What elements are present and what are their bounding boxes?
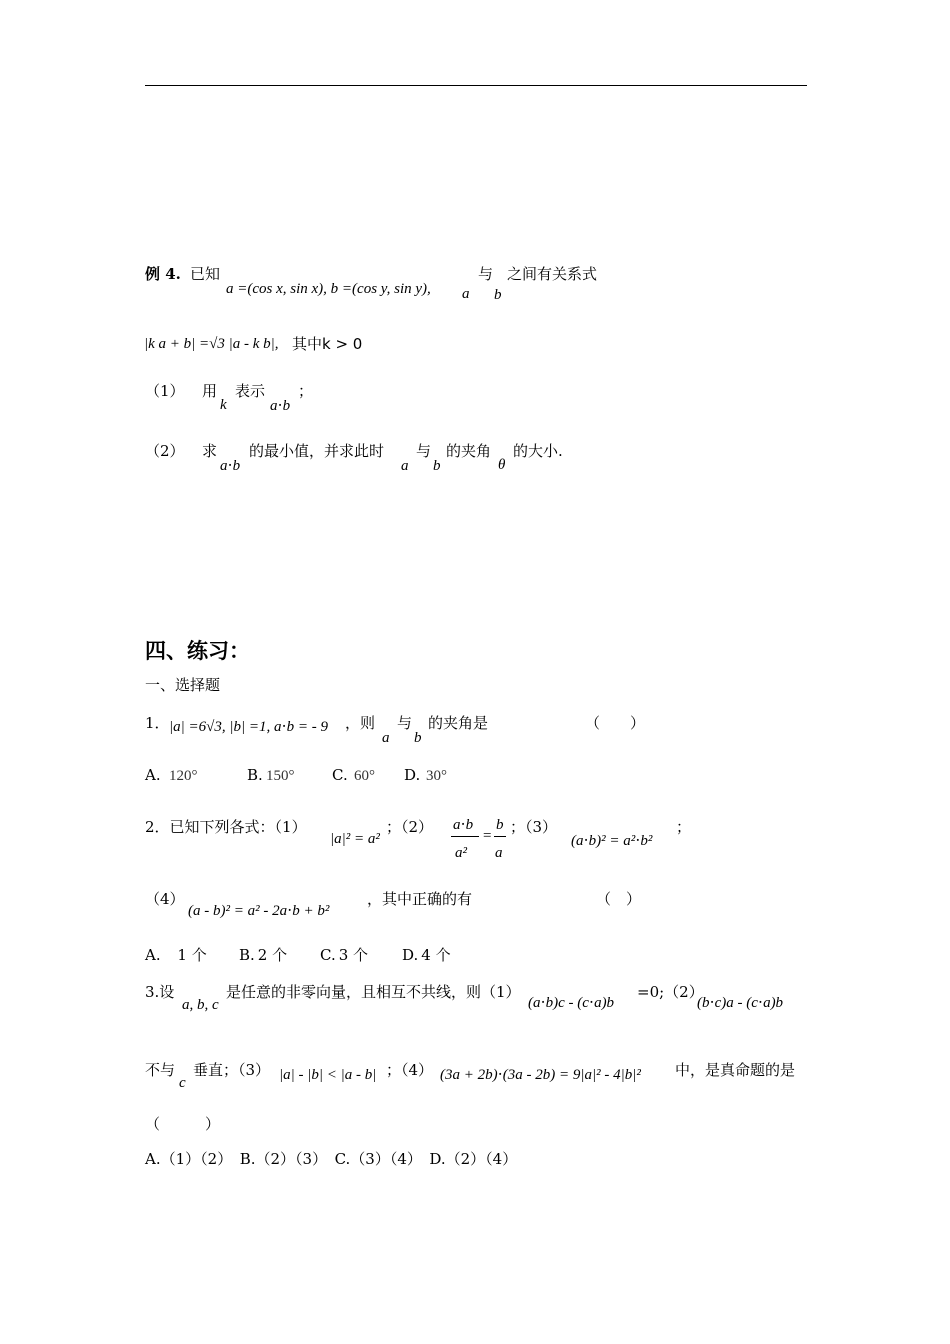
p1-then: ，则	[345, 714, 376, 732]
p2-f2-rden: a	[495, 845, 503, 861]
q2-text4: 的大小.	[513, 442, 563, 460]
q2-theta: θ	[498, 457, 506, 473]
p2-option-a-value: 1 个	[177, 946, 207, 964]
p3-formula1: (a⋅b)c - (c⋅a)b	[528, 995, 615, 1011]
p2-option-c	[320, 948, 368, 963]
example-label-dot: .	[175, 265, 181, 283]
example-label	[145, 267, 181, 282]
p3-vars: a, b, c	[182, 997, 219, 1013]
p3-eq0: =0;（2）	[637, 983, 704, 1001]
p1-option-a-value: 120°	[169, 768, 198, 784]
p3-c: c	[179, 1075, 186, 1091]
q2-number: （2）	[145, 442, 185, 460]
p2-formula3: (a⋅b)² = a²⋅b²	[571, 833, 653, 849]
p2-f2-equals: =	[483, 828, 492, 844]
subsection-title: 一、选择题	[145, 676, 221, 694]
example-relation: |k a + b| =√3 |a - k b|,	[144, 336, 279, 352]
p1-answer-paren: （ ）	[585, 714, 646, 732]
p3-number: 3.设	[145, 983, 175, 1001]
example-condition: 其中k > 0	[292, 335, 363, 353]
q1-text2: 表示	[235, 382, 266, 400]
p2-sep3: ；	[676, 818, 692, 836]
example-yu: 与	[478, 265, 494, 283]
p2-formula1: |a|² = a²	[330, 831, 380, 847]
p3-formula4: (3a + 2b)⋅(3a - 2b) = 9|a|² - 4|b|²	[440, 1067, 641, 1083]
p1-option-b-value: 150°	[266, 768, 295, 784]
p2-num4: （4）	[145, 890, 185, 908]
p2-option-c-label: C.	[320, 946, 336, 964]
example-known: 已知	[190, 265, 221, 283]
q1-expr: a⋅b	[270, 398, 291, 414]
q2-expr: a⋅b	[220, 458, 241, 474]
q1-end: ；	[298, 382, 314, 400]
q1-number: （1）	[145, 382, 185, 400]
p1-option-c-value: 60°	[354, 768, 375, 784]
p1-condition: |a| =6√3, |b| =1, a⋅b = - 9	[169, 719, 328, 735]
p1-a: a	[382, 730, 390, 746]
q1-text1: 用	[202, 382, 218, 400]
p2-f2-rnum: b	[496, 817, 504, 833]
section-title: 四、练习：	[145, 638, 250, 663]
p2-option-d	[402, 948, 451, 963]
p1-option-d-value: 30°	[426, 768, 447, 784]
p1-yu: 与	[397, 714, 413, 732]
p2-formula4: (a - b)² = a² - 2a⋅b + b²	[188, 903, 330, 919]
q1-k: k	[220, 397, 227, 413]
q2-yu: 与	[416, 442, 432, 460]
p3-text3: 垂直；（3）	[193, 1061, 271, 1079]
p1-option-b-label: B.	[247, 766, 263, 784]
example-b-sym: b	[494, 287, 502, 303]
p2-option-a-label: A.	[145, 946, 161, 964]
q2-text1: 求	[202, 442, 218, 460]
p2-option-b-label: B.	[239, 946, 255, 964]
p2-sep2: ；（3）	[510, 818, 558, 836]
p2-number: 2．已知下列各式：（1）	[145, 818, 307, 836]
p2-option-b	[239, 948, 287, 963]
p1-option-c-label: C.	[332, 766, 348, 784]
p1-option-a-label: A.	[145, 766, 161, 784]
example-relation-text: 之间有关系式	[507, 265, 598, 283]
p3-options: A.（1）（2） B.（2）（3） C.（3）（4） D.（2）（4）	[145, 1150, 518, 1168]
q2-text3: 的夹角	[446, 442, 492, 460]
p3-text2: 不与	[145, 1061, 176, 1079]
p2-option-d-value: 4 个	[421, 946, 451, 964]
p1-option-d-label: D.	[404, 766, 421, 784]
header-rule	[145, 85, 807, 86]
p3-text1: 是任意的非零向量，且相互不共线，则（1）	[226, 983, 521, 1001]
q2-text2: 的最小值，并求此时	[249, 442, 385, 460]
p2-sep1: ；（2）	[386, 818, 434, 836]
p3-answer-paren: （ ）	[145, 1115, 221, 1133]
p2-option-d-label: D.	[402, 946, 419, 964]
p3-formula2: (b⋅c)a - (c⋅a)b	[697, 995, 784, 1011]
example-vector-def: a =(cos x, sin x), b =(cos y, sin y),	[226, 281, 431, 297]
p3-text4: 中，是真命题的是	[675, 1061, 796, 1079]
example-label-text: 例 4	[145, 265, 176, 283]
p2-answer-paren: （ ）	[596, 890, 642, 908]
p2-option-c-value: 3 个	[338, 946, 369, 964]
p2-option-b-value: 2 个	[257, 946, 288, 964]
p1-number: 1．	[145, 714, 170, 732]
p3-sep: ；（4）	[386, 1061, 434, 1079]
p2-f2-denominator: a²	[455, 845, 467, 861]
p2-rest: ，其中正确的有	[367, 890, 473, 908]
p1-rest: 的夹角是	[428, 714, 489, 732]
p2-f2-rbar	[494, 836, 506, 837]
p1-b: b	[414, 730, 422, 746]
p2-f2-numerator: a⋅b	[453, 817, 474, 833]
p2-f2-fraction-bar	[451, 836, 479, 837]
p3-formula3: |a| - |b| < |a - b|	[279, 1067, 377, 1083]
example-a-sym: a	[462, 286, 470, 302]
p2-option-a	[145, 948, 207, 963]
q2-b: b	[433, 458, 441, 474]
q2-a: a	[401, 458, 409, 474]
